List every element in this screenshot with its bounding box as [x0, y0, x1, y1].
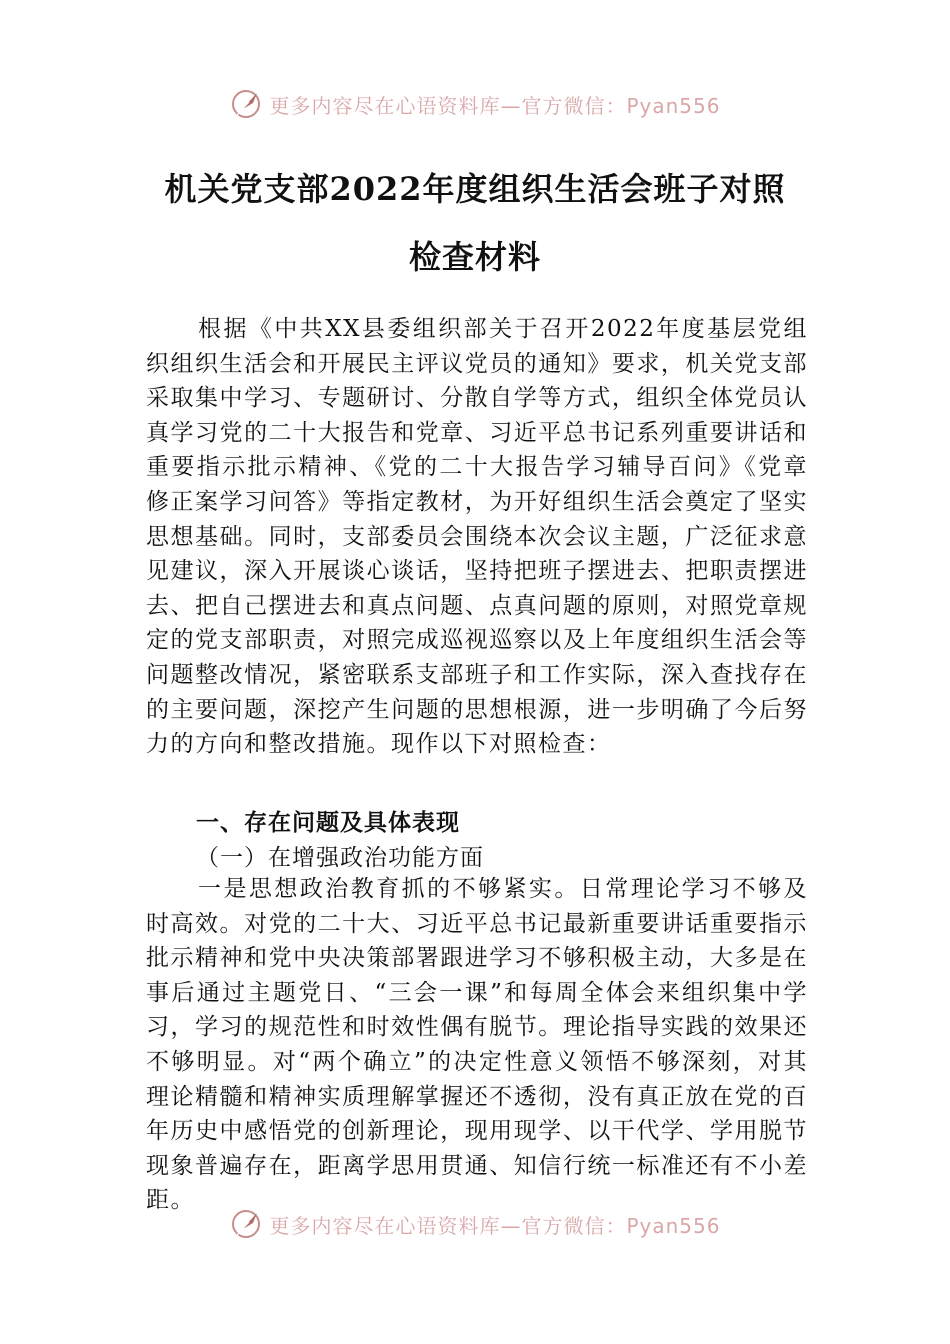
watermark-text: 更多内容尽在心语资料库—官方微信：Pyan556	[269, 1213, 721, 1238]
quill-circle-icon	[229, 87, 263, 121]
point1-paragraph: 一是思想政治教育抓的不够紧实。日常理论学习不够及时高效。对党的二十大、习近平总书记最新重要讲话重要指示批示精神和党中央决策部署跟进学习不够积极主动，大多是在事后通过主题党日、“三会一课”和每周全体会来组织集中学习，学习的规范性和时效性偶有脱节。理论指导实践的效果还不够明显。对“两个确立”的决定性意义领悟不够深刻，对其理论精髓和精神实质理解掌握还不透彻，没有真正放在党的百年历史中感悟党的创新理论，现用现学、以干代学、学用脱节现象普遍存在，距离学思用贯通、知信行统一标准还有不小差距。	[146, 876, 808, 1214]
document-title-line1: 机关党支部2022年度组织生活会班子对照	[164, 170, 786, 208]
watermark-text: 更多内容尽在心语资料库—官方微信：Pyan556	[269, 93, 721, 118]
intro-paragraph: 根据《中共XX县委组织部关于召开2022年度基层党组织组织生活会和开展民主评议党员的通知》要求，机关党支部采取集中学习、专题研讨、分散自学等方式，组织全体党员认真学习党的二十大报告和党章、习近平总书记系列重要讲话和重要指示批示精神、《党的二十大报告学习辅导百问》《党章修正案学习问答》等指定教材，为开好组织生活会奠定了坚实思想基础。同时，支部委员会围绕本次会议主题，广泛征求意见建议，深入开展谈心谈话，坚持把班子摆进去、把职责摆进去、把自己摆进去和真点问题、点真问题的原则，对照党章规定的党支部职责，对照完成巡视巡察以及上年度组织生活会等问题整改情况，紧密联系支部班子和工作实际，深入查找存在的主要问题，深挖产生问题的思想根源，进一步明确了今后努力的方向和整改措施。现作以下对照检查：	[146, 316, 808, 758]
top-watermark-banner	[0, 82, 950, 126]
document-title-line2: 检查材料	[408, 238, 541, 276]
bottom-watermark-banner	[0, 1204, 950, 1240]
quill-circle-icon	[229, 1207, 263, 1240]
subsection-heading: （一）在增强政治功能方面	[196, 845, 484, 871]
section-heading: 一、存在问题及具体表现	[196, 810, 460, 836]
